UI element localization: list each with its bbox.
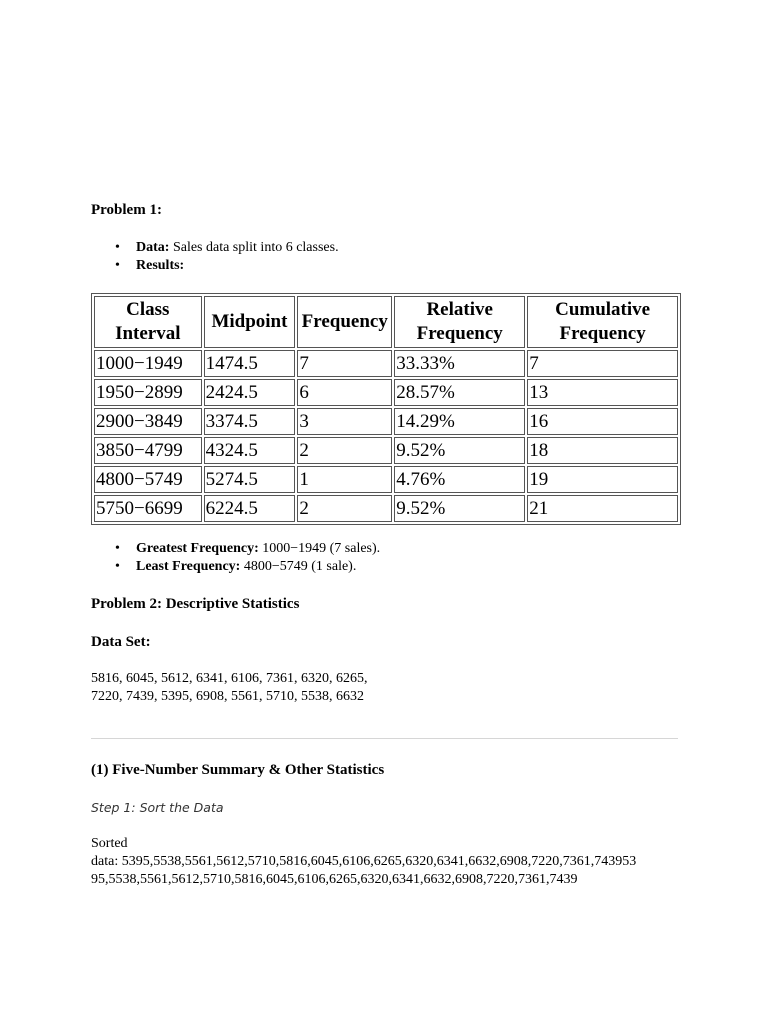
table-cell: 19 <box>527 466 678 493</box>
table-cell: 16 <box>527 408 678 435</box>
table-cell: 28.57% <box>394 379 525 406</box>
table-row <box>94 437 678 464</box>
table-cell: 14.29% <box>394 408 525 435</box>
table-cell: 4.76% <box>394 466 525 493</box>
header-cumulative-frequency: Cumulative Frequency <box>527 296 678 348</box>
sorted-data-line-2: 95,5538,5561,5612,5710,5816,6045,6106,6265,6320,6341,6632,6908,7220,7361,7439 <box>91 872 578 887</box>
table-cell: 3 <box>297 408 392 435</box>
table-cell: 2424.5 <box>204 379 296 406</box>
list-item <box>91 558 380 576</box>
bullet-label: Least Frequency: <box>136 559 241 574</box>
table-cell: 3850−4799 <box>94 437 202 464</box>
frequency-summary-bullets <box>91 540 380 576</box>
table-cell: 1950−2899 <box>94 379 202 406</box>
table-cell: 3374.5 <box>204 408 296 435</box>
header-frequency: Frequency <box>297 296 392 348</box>
table-header-row <box>94 296 678 348</box>
table-cell: 2 <box>297 495 392 522</box>
table-cell: 5750−6699 <box>94 495 202 522</box>
table-cell: 13 <box>527 379 678 406</box>
table-cell: 4324.5 <box>204 437 296 464</box>
table-cell: 6224.5 <box>204 495 296 522</box>
sorted-label: Sorted <box>91 836 128 851</box>
table-cell: 7 <box>527 350 678 377</box>
table-row <box>94 408 678 435</box>
header-class-interval: Class Interval <box>94 296 202 348</box>
step-1-label: Step 1: Sort the Data <box>91 800 224 815</box>
table-cell: 4800−5749 <box>94 466 202 493</box>
bullet-label: Greatest Frequency: <box>136 541 259 556</box>
table-row <box>94 495 678 522</box>
table-cell: 9.52% <box>394 495 525 522</box>
problem1-bullets <box>91 239 339 275</box>
bullet-text: 1000−1949 (7 sales). <box>258 541 381 556</box>
table-cell: 18 <box>527 437 678 464</box>
header-relative-frequency: Relative Frequency <box>394 296 525 348</box>
problem2-heading: Problem 2: Descriptive Statistics <box>91 596 300 612</box>
table-cell: 33.33% <box>394 350 525 377</box>
sorted-data-line-1: data: 5395,5538,5561,5612,5710,5816,6045,6106,6265,6320,6341,6632,6908,7220,7361,743953 <box>91 854 637 869</box>
problem1-heading: Problem 1: <box>91 202 162 218</box>
bullet-text: Sales data split into 6 classes. <box>169 240 339 255</box>
dataset-line-2: 7220, 7439, 5395, 6908, 5561, 5710, 5538, 6632 <box>91 689 364 704</box>
bullet-text: 4800−5749 (1 sale). <box>240 559 357 574</box>
dataset-line-1: 5816, 6045, 5612, 6341, 6106, 7361, 6320, 6265, <box>91 671 368 686</box>
table-cell: 21 <box>527 495 678 522</box>
divider <box>91 738 678 739</box>
list-item <box>91 540 380 558</box>
list-item <box>91 257 339 275</box>
section-heading: (1) Five-Number Summary & Other Statistics <box>91 762 385 778</box>
table-cell: 2 <box>297 437 392 464</box>
table-cell: 9.52% <box>394 437 525 464</box>
table-row <box>94 466 678 493</box>
table-cell: 6 <box>297 379 392 406</box>
table-cell: 1000−1949 <box>94 350 202 377</box>
table-cell: 2900−3849 <box>94 408 202 435</box>
frequency-table <box>91 293 681 525</box>
table-cell: 1 <box>297 466 392 493</box>
table-row <box>94 379 678 406</box>
table-cell: 1474.5 <box>204 350 296 377</box>
bullet-label: Data: <box>136 240 170 255</box>
header-midpoint: Midpoint <box>204 296 296 348</box>
table-cell: 7 <box>297 350 392 377</box>
list-item <box>91 239 339 257</box>
bullet-label: Results: <box>136 258 185 273</box>
table-cell: 5274.5 <box>204 466 296 493</box>
dataset-heading: Data Set: <box>91 634 151 650</box>
table-row <box>94 350 678 377</box>
